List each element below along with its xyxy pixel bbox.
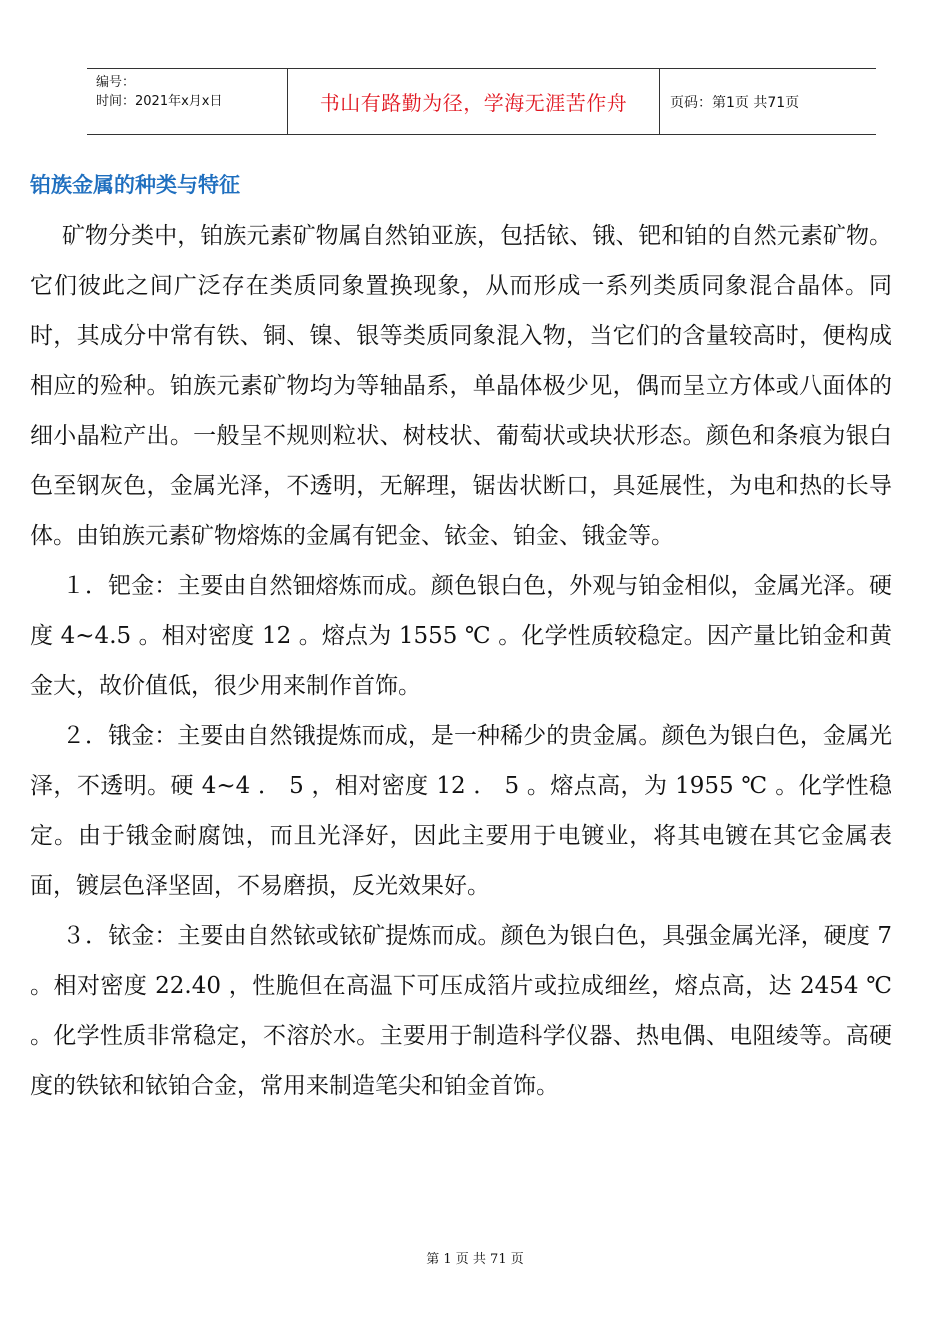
header-meta (87, 69, 288, 134)
paragraph-osmium: ２．锇金：主要由自然锇提炼而成，是一种稀少的贵金属。颜色为银白色，金属光泽，不透明。硬 4~4 ． 5 ，相对密度 12 ． 5 。熔点高，为 1955 ℃ 。化学性稳定。由于锇金耐腐蚀，而且光泽好，因此主要用于电镀业，将其电镀在其它金属表面，镀层色泽坚固，不易磨损，反光效果好。 (30, 723, 892, 899)
header-motto: 书山有路勤为径，学海无涯苦作舟 (288, 69, 660, 134)
header-time: 时间：2021年x月x日 (96, 94, 223, 109)
paragraph-iridium: ３．铱金：主要由自然铱或铱矿提炼而成。颜色为银白色，具强金属光泽，硬度 7 。相对密度 22.40 ，性脆但在高温下可压成箔片或拉成细丝，熔点高，达 2454 ℃ 。化学性质非常稳定，不溶於水。主要用于制造科学仪器、热电偶、电阻绫等。高硬度的铁铱和铱铂合金，常用来制造笔尖和铂金首饰。 (30, 923, 892, 1099)
header-number: 编号： (96, 75, 136, 90)
document-title: 铂族金属的种类与特征 (30, 173, 240, 197)
header-page-info: 页码：第1页 共71页 (670, 94, 800, 111)
paragraph-palladium: １．钯金：主要由自然钿熔炼而成。颜色银白色，外观与铂金相似，金属光泽。硬度 4~4.5 。相对密度 12 。熔点为 1555 ℃ 。化学性质较稳定。因产量比铂金和黄金大，故价值低，很少用来制作首饰。 (30, 573, 892, 699)
page-footer: 第 1 页 共 71 页 (426, 1252, 524, 1267)
document-body (30, 211, 892, 1111)
page-header (87, 68, 876, 135)
paragraph-intro: 矿物分类中，铂族元素矿物属自然铂亚族，包括铱、锇、钯和铂的自然元素矿物。它们彼此之间广泛存在类质同象置换现象，从而形成一系列类质同象混合晶体。同时，其成分中常有铁、铜、镍、银等类质同象混入物，当它们的含量较高时，便构成相应的殓种。铂族元素矿物均为等轴晶系，单晶体极少见，偶而呈立方体或八面体的细小晶粒产出。一般呈不规则粒状、树枝状、葡萄状或块状形态。颜色和条痕为银白色至钢灰色，金属光泽，不透明，无解理，锯齿状断口，具延展性，为电和热的长导体。由铂族元素矿物熔炼的金属有钯金、铱金、铂金、锇金等。 (30, 223, 892, 549)
